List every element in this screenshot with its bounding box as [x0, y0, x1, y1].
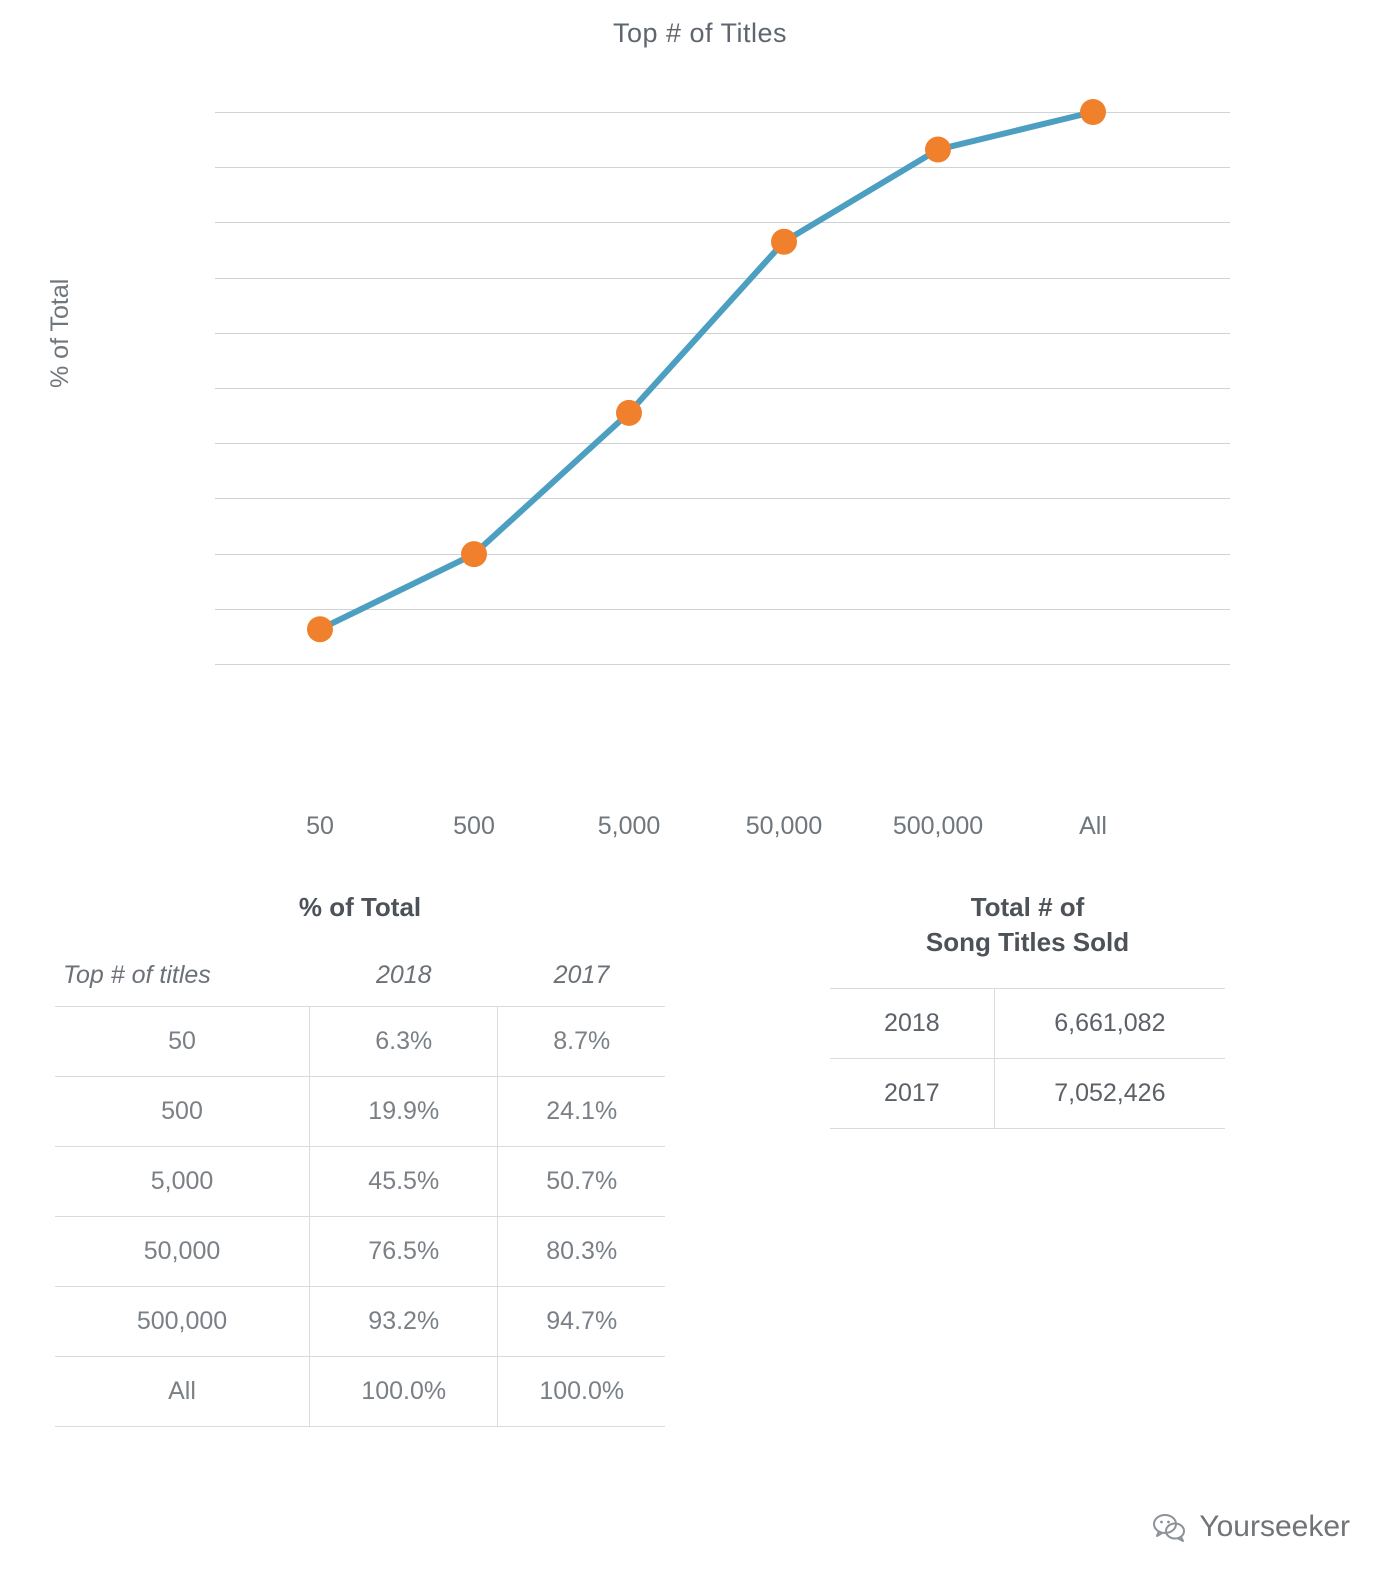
plot-area [215, 112, 1230, 840]
table-row [55, 1077, 665, 1147]
x-tick-label: 5,000 [597, 812, 661, 840]
table-header-row [55, 953, 665, 1007]
cell-top-titles: 500 [55, 1077, 310, 1147]
series-2018-line [215, 112, 1230, 664]
cell-2017: 80.3% [498, 1217, 665, 1287]
cell-2018: 76.5% [310, 1217, 498, 1287]
cell-2017: 8.7% [498, 1007, 665, 1077]
table-row [55, 1217, 665, 1287]
percent-table-title: % of Total [298, 892, 422, 922]
column-header-2017: 2017 [553, 961, 610, 990]
column-header-titles: Top # of titles [63, 961, 211, 990]
chart-title: Top # of Titles [612, 18, 788, 48]
cell-2018: 100.0% [310, 1357, 498, 1427]
table-row [55, 1147, 665, 1217]
cell-2018: 6.3% [310, 1007, 498, 1077]
totals-table-title [830, 890, 1225, 960]
cell-total: 6,661,082 [994, 989, 1225, 1059]
cell-top-titles: 50,000 [55, 1217, 310, 1287]
percent-of-total-table [55, 953, 665, 1427]
x-tick-label: 500,000 [892, 812, 984, 840]
data-point-marker [461, 541, 487, 567]
cell-top-titles: 50 [55, 1007, 310, 1077]
cell-2017: 100.0% [498, 1357, 665, 1427]
cell-top-titles: All [55, 1357, 310, 1427]
cell-top-titles: 5,000 [55, 1147, 310, 1217]
table-row [830, 989, 1225, 1059]
y-axis-label: % of Total [46, 278, 74, 388]
watermark [1151, 1509, 1350, 1545]
cell-2018: 19.9% [310, 1077, 498, 1147]
table-row [830, 1059, 1225, 1129]
cell-2018: 93.2% [310, 1287, 498, 1357]
totals-title-line-1: Total # of [970, 892, 1085, 922]
cell-year: 2017 [830, 1059, 994, 1129]
wechat-icon [1151, 1509, 1187, 1545]
percent-of-total-table-wrapper [55, 890, 665, 1427]
cell-2017: 24.1% [498, 1077, 665, 1147]
data-point-marker [925, 137, 951, 163]
totals-title-line-2: Song Titles Sold [925, 927, 1130, 958]
total-titles-sold-table [830, 988, 1225, 1129]
table-row [55, 1287, 665, 1357]
cell-top-titles: 500,000 [55, 1287, 310, 1357]
x-tick-label: 500 [453, 812, 495, 840]
cell-year: 2018 [830, 989, 994, 1059]
data-point-marker [1080, 99, 1106, 125]
table-row [55, 1007, 665, 1077]
x-tick-label: 50 [306, 812, 334, 840]
x-tick-label: All [1079, 812, 1107, 840]
total-titles-sold-table-wrapper [830, 890, 1225, 1129]
gridline [215, 664, 1230, 665]
column-header-2018: 2018 [375, 961, 432, 990]
table-row [55, 1357, 665, 1427]
cell-2017: 94.7% [498, 1287, 665, 1357]
cell-2018: 45.5% [310, 1147, 498, 1217]
x-tick-label: 50,000 [745, 812, 823, 840]
cell-total: 7,052,426 [994, 1059, 1225, 1129]
watermark-label: Yourseeker [1199, 1510, 1350, 1543]
data-point-marker [616, 400, 642, 426]
cell-2017: 50.7% [498, 1147, 665, 1217]
data-point-marker [771, 229, 797, 255]
data-point-marker [307, 616, 333, 642]
